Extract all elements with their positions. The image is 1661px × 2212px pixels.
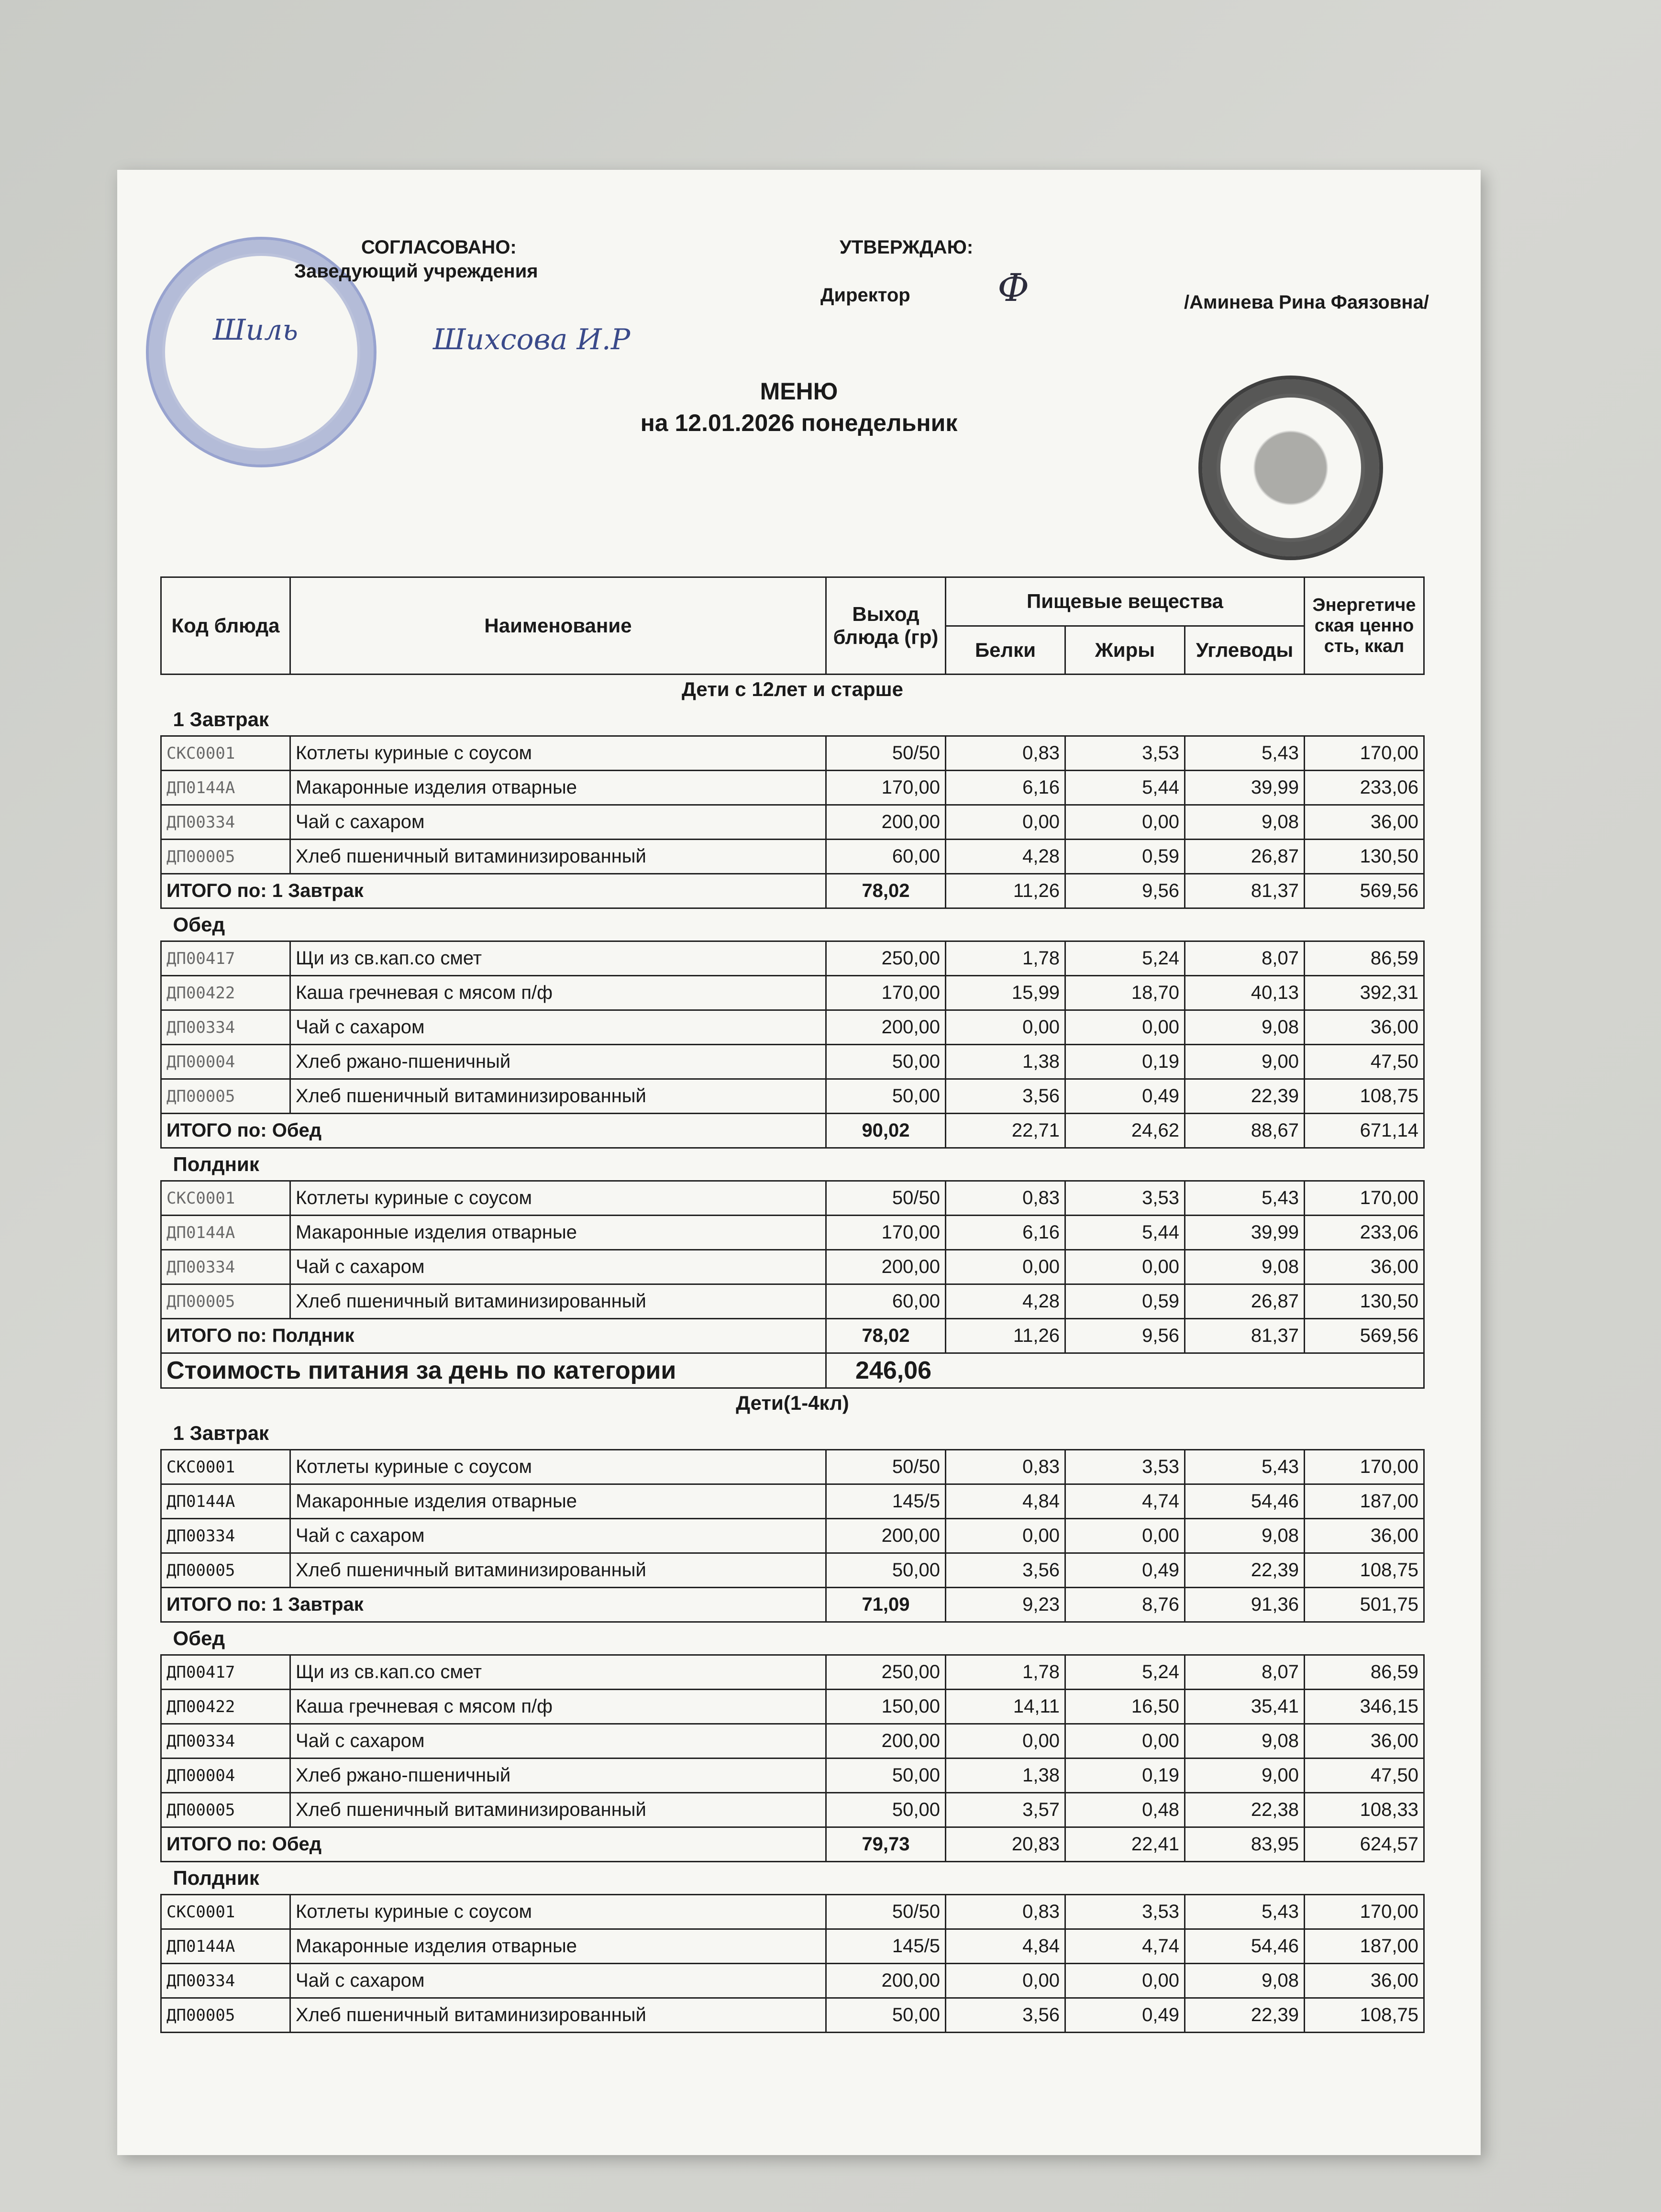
- dish-yield: 50,00: [826, 1998, 946, 2033]
- dish-proteins: 3,56: [946, 1079, 1065, 1114]
- dish-proteins: 15,99: [946, 976, 1065, 1010]
- table-row: [161, 1998, 1424, 2033]
- table-row: [161, 1284, 1424, 1319]
- dish-proteins: 0,83: [946, 1450, 1065, 1484]
- header-energy: Энергетическая ценность, ккал: [1305, 577, 1424, 675]
- total-row: [161, 1588, 1424, 1622]
- total-energy: 624,57: [1305, 1827, 1424, 1862]
- table-row: [161, 1553, 1424, 1588]
- dish-code: СКС0001: [161, 1895, 290, 1929]
- category-title: Дети(1-4кл): [736, 1392, 849, 1414]
- dish-energy: 86,59: [1305, 1655, 1424, 1690]
- dish-fats: 0,00: [1065, 1250, 1185, 1284]
- dish-name: Макаронные изделия отварные: [290, 771, 826, 805]
- table-row: [161, 1450, 1424, 1484]
- dish-yield: 145/5: [826, 1484, 946, 1519]
- dish-carbs: 9,00: [1185, 1759, 1305, 1793]
- header-yield: Выход блюда (гр): [826, 577, 946, 675]
- dish-yield: 50,00: [826, 1759, 946, 1793]
- dish-proteins: 4,84: [946, 1929, 1065, 1964]
- dish-proteins: 0,00: [946, 805, 1065, 840]
- table-row: [161, 976, 1424, 1010]
- dish-code: ДП00005: [161, 1079, 290, 1114]
- table-row: [161, 805, 1424, 840]
- dish-proteins: 0,83: [946, 1181, 1065, 1216]
- dish-name: Чай с сахаром: [290, 1519, 826, 1553]
- dish-code: ДП00005: [161, 1553, 290, 1588]
- dish-proteins: 0,83: [946, 736, 1065, 771]
- header-nutrients: Пищевые вещества: [946, 577, 1305, 626]
- total-carbs: 91,36: [1185, 1588, 1305, 1622]
- dish-yield: 50,00: [826, 1045, 946, 1079]
- dish-name: Каша гречневая с мясом п/ф: [290, 976, 826, 1010]
- dish-energy: 170,00: [1305, 1181, 1424, 1216]
- dish-yield: 200,00: [826, 1519, 946, 1553]
- section-row: [161, 1622, 1424, 1655]
- dish-carbs: 9,08: [1185, 1724, 1305, 1759]
- dish-carbs: 54,46: [1185, 1484, 1305, 1519]
- dish-fats: 0,00: [1065, 805, 1185, 840]
- section-title: 1 Завтрак: [173, 708, 269, 730]
- dish-name: Хлеб пшеничный витаминизированный: [290, 1793, 826, 1827]
- cost-empty: [946, 1353, 1424, 1388]
- dish-carbs: 8,07: [1185, 941, 1305, 976]
- section-row: [161, 908, 1424, 941]
- total-row: [161, 1827, 1424, 1862]
- dish-code: ДП00334: [161, 1724, 290, 1759]
- section-row: [161, 1862, 1424, 1895]
- category-row: [161, 675, 1424, 704]
- approved-left-title: СОГЛАСОВАНО:: [361, 237, 517, 258]
- total-price: 78,02: [826, 1319, 946, 1353]
- dish-fats: 3,53: [1065, 736, 1185, 771]
- dish-carbs: 9,08: [1185, 1964, 1305, 1998]
- total-label: ИТОГО по: Полдник: [161, 1319, 826, 1353]
- dish-fats: 0,49: [1065, 1079, 1185, 1114]
- total-price: 78,02: [826, 874, 946, 908]
- title-line-1: МЕНЮ: [760, 378, 838, 405]
- dish-energy: 86,59: [1305, 941, 1424, 976]
- dish-code: СКС0001: [161, 736, 290, 771]
- dish-energy: 170,00: [1305, 736, 1424, 771]
- dish-carbs: 9,08: [1185, 1010, 1305, 1045]
- dish-yield: 170,00: [826, 976, 946, 1010]
- dish-carbs: 8,07: [1185, 1655, 1305, 1690]
- dish-energy: 187,00: [1305, 1484, 1424, 1519]
- dish-code: ДП00004: [161, 1045, 290, 1079]
- dish-carbs: 22,38: [1185, 1793, 1305, 1827]
- header-name: Наименование: [290, 577, 826, 675]
- dish-carbs: 40,13: [1185, 976, 1305, 1010]
- total-label: ИТОГО по: Обед: [161, 1114, 826, 1148]
- section-title: Обед: [173, 913, 225, 936]
- table-row: [161, 1484, 1424, 1519]
- dish-name: Макаронные изделия отварные: [290, 1929, 826, 1964]
- dish-code: ДП00334: [161, 805, 290, 840]
- dish-fats: 3,53: [1065, 1450, 1185, 1484]
- section-title: Обед: [173, 1627, 225, 1649]
- dish-proteins: 0,00: [946, 1010, 1065, 1045]
- dish-yield: 200,00: [826, 805, 946, 840]
- dish-name: Хлеб пшеничный витаминизированный: [290, 1553, 826, 1588]
- dish-code: ДП0144А: [161, 1216, 290, 1250]
- menu-title: [117, 376, 1481, 439]
- dish-yield: 50/50: [826, 736, 946, 771]
- dish-name: Макаронные изделия отварные: [290, 1216, 826, 1250]
- total-energy: 501,75: [1305, 1588, 1424, 1622]
- dish-yield: 50/50: [826, 1895, 946, 1929]
- dish-proteins: 4,84: [946, 1484, 1065, 1519]
- dish-name: Чай с сахаром: [290, 1250, 826, 1284]
- dish-fats: 16,50: [1065, 1690, 1185, 1724]
- dish-name: Хлеб пшеничный витаминизированный: [290, 1998, 826, 2033]
- dish-proteins: 1,38: [946, 1759, 1065, 1793]
- dish-name: Хлеб ржано-пшеничный: [290, 1045, 826, 1079]
- section-title: Полдник: [173, 1867, 259, 1889]
- dish-name: Чай с сахаром: [290, 805, 826, 840]
- dish-fats: 0,59: [1065, 840, 1185, 874]
- dish-code: ДП00004: [161, 1759, 290, 1793]
- dish-carbs: 22,39: [1185, 1079, 1305, 1114]
- section-row: [161, 704, 1424, 736]
- dish-energy: 130,50: [1305, 1284, 1424, 1319]
- total-row: [161, 1319, 1424, 1353]
- total-label: ИТОГО по: Обед: [161, 1827, 826, 1862]
- table-row: [161, 1895, 1424, 1929]
- dish-name: Котлеты куриные с соусом: [290, 1450, 826, 1484]
- dish-name: Щи из св.кап.со смет: [290, 1655, 826, 1690]
- dish-proteins: 4,28: [946, 1284, 1065, 1319]
- dish-code: ДП00417: [161, 1655, 290, 1690]
- dish-carbs: 39,99: [1185, 1216, 1305, 1250]
- table-row: [161, 771, 1424, 805]
- dish-energy: 36,00: [1305, 1010, 1424, 1045]
- dish-fats: 0,00: [1065, 1724, 1185, 1759]
- category-row: [161, 1388, 1424, 1418]
- dish-proteins: 0,00: [946, 1519, 1065, 1553]
- total-proteins: 20,83: [946, 1827, 1065, 1862]
- header-proteins: Белки: [946, 626, 1065, 675]
- total-proteins: 11,26: [946, 1319, 1065, 1353]
- dish-fats: 0,49: [1065, 1998, 1185, 2033]
- dish-name: Котлеты куриные с соусом: [290, 736, 826, 771]
- dish-code: ДП00334: [161, 1519, 290, 1553]
- dish-name: Хлеб пшеничный витаминизированный: [290, 840, 826, 874]
- dish-yield: 200,00: [826, 1724, 946, 1759]
- total-energy: 569,56: [1305, 1319, 1424, 1353]
- title-line-2: на 12.01.2026 понедельник: [640, 409, 958, 436]
- dish-energy: 36,00: [1305, 805, 1424, 840]
- dish-code: СКС0001: [161, 1450, 290, 1484]
- dish-name: Чай с сахаром: [290, 1010, 826, 1045]
- approved-left-role: Заведующий учреждения: [294, 261, 538, 282]
- section-title: Полдник: [173, 1153, 259, 1175]
- dish-code: ДП00005: [161, 1284, 290, 1319]
- table-row: [161, 1181, 1424, 1216]
- dish-code: ДП0144А: [161, 1484, 290, 1519]
- dish-name: Котлеты куриные с соусом: [290, 1181, 826, 1216]
- dish-energy: 170,00: [1305, 1450, 1424, 1484]
- dish-code: ДП00422: [161, 976, 290, 1010]
- header-fats: Жиры: [1065, 626, 1185, 675]
- total-fats: 24,62: [1065, 1114, 1185, 1148]
- dish-proteins: 14,11: [946, 1690, 1065, 1724]
- table-row: [161, 941, 1424, 976]
- dish-yield: 50,00: [826, 1079, 946, 1114]
- dish-yield: 60,00: [826, 840, 946, 874]
- category-title: Дети с 12лет и старше: [682, 678, 904, 700]
- dish-carbs: 54,46: [1185, 1929, 1305, 1964]
- dish-name: Хлеб ржано-пшеничный: [290, 1759, 826, 1793]
- dish-yield: 170,00: [826, 771, 946, 805]
- dish-fats: 5,44: [1065, 1216, 1185, 1250]
- total-fats: 9,56: [1065, 1319, 1185, 1353]
- dish-energy: 36,00: [1305, 1519, 1424, 1553]
- dish-name: Макаронные изделия отварные: [290, 1484, 826, 1519]
- dish-fats: 4,74: [1065, 1484, 1185, 1519]
- dish-code: СКС0001: [161, 1181, 290, 1216]
- table-row: [161, 1045, 1424, 1079]
- total-proteins: 22,71: [946, 1114, 1065, 1148]
- dish-yield: 145/5: [826, 1929, 946, 1964]
- dish-energy: 47,50: [1305, 1759, 1424, 1793]
- dish-yield: 150,00: [826, 1690, 946, 1724]
- total-energy: 671,14: [1305, 1114, 1424, 1148]
- dish-name: Котлеты куриные с соусом: [290, 1895, 826, 1929]
- cost-row: [161, 1353, 1424, 1388]
- dish-fats: 0,19: [1065, 1045, 1185, 1079]
- dish-carbs: 26,87: [1185, 840, 1305, 874]
- dish-name: Чай с сахаром: [290, 1724, 826, 1759]
- dish-energy: 108,75: [1305, 1998, 1424, 2033]
- table-row: [161, 1216, 1424, 1250]
- dish-code: ДП00417: [161, 941, 290, 976]
- total-carbs: 81,37: [1185, 874, 1305, 908]
- total-energy: 569,56: [1305, 874, 1424, 908]
- total-fats: 8,76: [1065, 1588, 1185, 1622]
- table-row: [161, 1079, 1424, 1114]
- dish-yield: 50/50: [826, 1181, 946, 1216]
- total-price: 71,09: [826, 1588, 946, 1622]
- dish-yield: 200,00: [826, 1250, 946, 1284]
- dish-energy: 233,06: [1305, 1216, 1424, 1250]
- dish-energy: 108,75: [1305, 1079, 1424, 1114]
- dish-code: ДП00005: [161, 840, 290, 874]
- signature-right: Ф: [997, 265, 1030, 310]
- approved-right-role: Директор: [820, 285, 910, 306]
- dish-fats: 0,00: [1065, 1010, 1185, 1045]
- approved-right-title: УТВЕРЖДАЮ:: [840, 237, 974, 258]
- dish-energy: 233,06: [1305, 771, 1424, 805]
- total-carbs: 83,95: [1185, 1827, 1305, 1862]
- dish-proteins: 3,57: [946, 1793, 1065, 1827]
- header-carbs: Углеводы: [1185, 626, 1305, 675]
- dish-yield: 60,00: [826, 1284, 946, 1319]
- dish-energy: 36,00: [1305, 1964, 1424, 1998]
- table-row: [161, 1690, 1424, 1724]
- dish-carbs: 22,39: [1185, 1998, 1305, 2033]
- dish-yield: 200,00: [826, 1010, 946, 1045]
- dish-yield: 50,00: [826, 1793, 946, 1827]
- table-row: [161, 1250, 1424, 1284]
- dish-fats: 5,44: [1065, 771, 1185, 805]
- dish-code: ДП0144А: [161, 771, 290, 805]
- dish-code: ДП00005: [161, 1793, 290, 1827]
- table-row: [161, 1929, 1424, 1964]
- dish-code: ДП00334: [161, 1964, 290, 1998]
- dish-yield: 50,00: [826, 1553, 946, 1588]
- menu-body: [161, 675, 1424, 2033]
- dish-proteins: 1,78: [946, 941, 1065, 976]
- cost-value: 246,06: [826, 1353, 946, 1388]
- dish-carbs: 9,08: [1185, 1519, 1305, 1553]
- dish-carbs: 9,00: [1185, 1045, 1305, 1079]
- table-row: [161, 1010, 1424, 1045]
- total-price: 79,73: [826, 1827, 946, 1862]
- table-row: [161, 1655, 1424, 1690]
- dish-yield: 250,00: [826, 1655, 946, 1690]
- cost-label: Стоимость питания за день по категории: [161, 1353, 826, 1388]
- dish-proteins: 0,00: [946, 1250, 1065, 1284]
- dish-fats: 3,53: [1065, 1895, 1185, 1929]
- dish-proteins: 0,00: [946, 1964, 1065, 1998]
- dish-fats: 0,59: [1065, 1284, 1185, 1319]
- dish-carbs: 5,43: [1185, 736, 1305, 771]
- total-proteins: 11,26: [946, 874, 1065, 908]
- menu-document: [117, 170, 1481, 2155]
- dish-energy: 170,00: [1305, 1895, 1424, 1929]
- dish-energy: 130,50: [1305, 840, 1424, 874]
- dish-fats: 0,49: [1065, 1553, 1185, 1588]
- dish-energy: 392,31: [1305, 976, 1424, 1010]
- dish-code: ДП00005: [161, 1998, 290, 2033]
- dish-carbs: 5,43: [1185, 1895, 1305, 1929]
- dish-name: Щи из св.кап.со смет: [290, 941, 826, 976]
- dish-proteins: 6,16: [946, 771, 1065, 805]
- dish-name: Хлеб пшеничный витаминизированный: [290, 1079, 826, 1114]
- dish-energy: 108,33: [1305, 1793, 1424, 1827]
- dish-proteins: 0,00: [946, 1724, 1065, 1759]
- dish-energy: 108,75: [1305, 1553, 1424, 1588]
- dish-code: ДП0144А: [161, 1929, 290, 1964]
- dish-proteins: 0,83: [946, 1895, 1065, 1929]
- table-row: [161, 840, 1424, 874]
- dish-proteins: 1,78: [946, 1655, 1065, 1690]
- total-label: ИТОГО по: 1 Завтрак: [161, 874, 826, 908]
- dish-carbs: 35,41: [1185, 1690, 1305, 1724]
- dish-proteins: 6,16: [946, 1216, 1065, 1250]
- dish-fats: 0,48: [1065, 1793, 1185, 1827]
- dish-name: Каша гречневая с мясом п/ф: [290, 1690, 826, 1724]
- dish-carbs: 39,99: [1185, 771, 1305, 805]
- dish-code: ДП00334: [161, 1250, 290, 1284]
- dish-fats: 0,00: [1065, 1519, 1185, 1553]
- dish-fats: 0,19: [1065, 1759, 1185, 1793]
- dish-fats: 5,24: [1065, 1655, 1185, 1690]
- total-row: [161, 1114, 1424, 1148]
- dish-energy: 346,15: [1305, 1690, 1424, 1724]
- dish-fats: 0,00: [1065, 1964, 1185, 1998]
- table-row: [161, 1519, 1424, 1553]
- signature-left: Шиль: [213, 313, 298, 347]
- table-row: [161, 736, 1424, 771]
- header-code: Код блюда: [161, 577, 290, 675]
- dish-proteins: 1,38: [946, 1045, 1065, 1079]
- dish-proteins: 3,56: [946, 1553, 1065, 1588]
- approved-right-name: /Аминева Рина Фаязовна/: [1184, 292, 1429, 313]
- dish-fats: 3,53: [1065, 1181, 1185, 1216]
- total-carbs: 88,67: [1185, 1114, 1305, 1148]
- dish-yield: 170,00: [826, 1216, 946, 1250]
- section-title: 1 Завтрак: [173, 1422, 269, 1444]
- dish-carbs: 26,87: [1185, 1284, 1305, 1319]
- menu-table: [160, 576, 1425, 2033]
- total-fats: 9,56: [1065, 874, 1185, 908]
- dish-fats: 18,70: [1065, 976, 1185, 1010]
- dish-fats: 4,74: [1065, 1929, 1185, 1964]
- approved-left-signature: Шихсова И.Р: [433, 323, 631, 356]
- dish-carbs: 22,39: [1185, 1553, 1305, 1588]
- table-row: [161, 1724, 1424, 1759]
- total-label: ИТОГО по: 1 Завтрак: [161, 1588, 826, 1622]
- total-carbs: 81,37: [1185, 1319, 1305, 1353]
- dish-name: Чай с сахаром: [290, 1964, 826, 1998]
- dish-energy: 36,00: [1305, 1250, 1424, 1284]
- dish-name: Хлеб пшеничный витаминизированный: [290, 1284, 826, 1319]
- dish-yield: 50/50: [826, 1450, 946, 1484]
- table-row: [161, 1759, 1424, 1793]
- dish-proteins: 3,56: [946, 1998, 1065, 2033]
- table-row: [161, 1964, 1424, 1998]
- dish-energy: 187,00: [1305, 1929, 1424, 1964]
- dish-carbs: 5,43: [1185, 1450, 1305, 1484]
- dish-yield: 250,00: [826, 941, 946, 976]
- dish-code: ДП00422: [161, 1690, 290, 1724]
- dish-carbs: 5,43: [1185, 1181, 1305, 1216]
- dish-code: ДП00334: [161, 1010, 290, 1045]
- dish-proteins: 4,28: [946, 840, 1065, 874]
- total-fats: 22,41: [1065, 1827, 1185, 1862]
- dish-carbs: 9,08: [1185, 1250, 1305, 1284]
- dish-yield: 200,00: [826, 1964, 946, 1998]
- dish-carbs: 9,08: [1185, 805, 1305, 840]
- section-row: [161, 1148, 1424, 1181]
- total-price: 90,02: [826, 1114, 946, 1148]
- dish-energy: 47,50: [1305, 1045, 1424, 1079]
- total-row: [161, 874, 1424, 908]
- dish-energy: 36,00: [1305, 1724, 1424, 1759]
- table-row: [161, 1793, 1424, 1827]
- total-proteins: 9,23: [946, 1588, 1065, 1622]
- dish-fats: 5,24: [1065, 941, 1185, 976]
- section-row: [161, 1417, 1424, 1450]
